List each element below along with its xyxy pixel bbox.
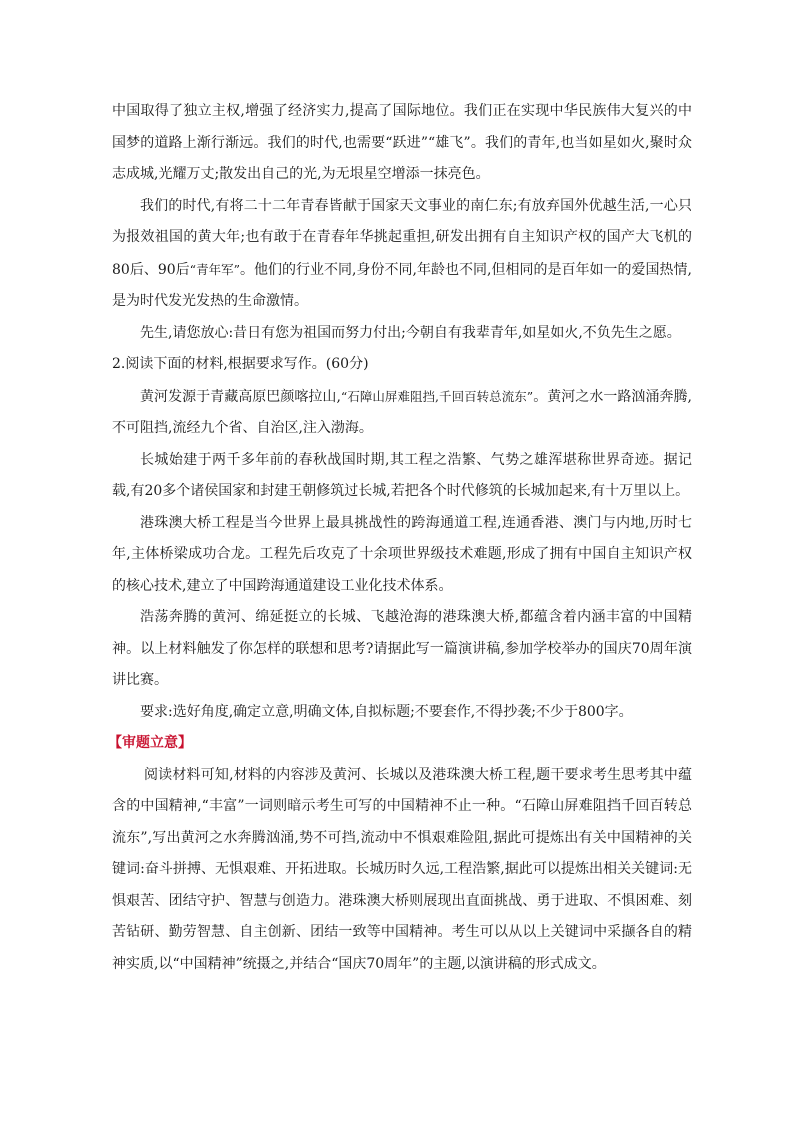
paragraph-era-text-b: 。他们的行业不同,身份不同,年龄也不同,但相同的是百年如一的爱国热情,是为时代发光发热的生命激情。 bbox=[112, 261, 692, 309]
question-title: 2.阅读下面的材料,根据要求写作。(60分) bbox=[112, 356, 369, 372]
quote-poem: “石障山屏难阻挡,千回百转总流东” bbox=[340, 388, 534, 404]
paragraph-era-text-a: 我们的时代,有将二十二年青春皆献于国家天文事业的南仁东;有放弃国外优越生活,一心只为报效祖国的黄大年;也有敢于在青春年华挑起重担,研发出拥有自主知识产权的国产大飞机的80后、90后 bbox=[112, 197, 692, 278]
writing-requirements: 要求:选好角度,确定立意,明确文体,自拟标题;不要套作,不得抄袭;不少于800字。 bbox=[140, 703, 633, 720]
analysis-paragraph: 阅读材料可知,材料的内容涉及黄河、长城以及港珠澳大桥工程,题干要求考生思考其中蕴含的中国精神,“丰富”一词则暗示考生可写的中国精神不止一种。“石障山屏难阻挡千回百转总流东”,写出黄河之水奔腾汹涌,势不可挡,流动中不惧艰难险阻,据此可提炼出有关中国精神的关键词:奋斗拼搏、无惧艰难、开拓进取。长城历时久远,工程浩繁,据此可以提炼出相关关键词:无惧艰苦、团结守护、智慧与创造力。港珠澳大桥则展现出直面挑战、勇于进取、不惧困难、刻苦钻研、勤劳智慧、自主创新、团结一致等中国精神。考生可以从以上关键词中采撷各自的精神实质,以“中国精神”统摄之,并结合“国庆70周年”的主题,以演讲稿的形式成文。 bbox=[112, 766, 692, 972]
document-page bbox=[108, 96, 693, 980]
material-yellow-river bbox=[112, 381, 692, 445]
material-bridge: 港珠澳大桥工程是当今世界上最具挑战性的跨海通道工程,连通香港、澳门与内地,历时七年,主体桥梁成功合龙。工程先后攻克了十余项世界级技术难题,形成了拥有中国自主知识产权的核心技术,建立了中国跨海通道建设工业化技术体系。 bbox=[112, 514, 692, 594]
material-yellow-river-a: 黄河发源于青藏高原巴颜喀拉山, bbox=[140, 388, 341, 405]
material-yellow-river-b: 。黄河之水一路汹涌奔腾,不可阻挡,流经九个省、自治区,注入渤海。 bbox=[112, 388, 693, 436]
section-heading: 【审题立意】 bbox=[108, 735, 192, 751]
quote-youth-army: “青年军” bbox=[189, 261, 240, 277]
paragraph-era bbox=[112, 191, 692, 318]
material-great-wall: 长城始建于两千多年前的春秋战国时期,其工程之浩繁、气势之雄浑堪称世界奇迹。据记载,有20多个诸侯国家和封建王朝修筑过长城,若把各个时代修筑的长城加起来,有十万里以上。 bbox=[112, 451, 692, 499]
paragraph-closing: 先生,请您放心:昔日有您为祖国而努力付出;今朝自有我辈青年,如星如火,不负先生之愿。 bbox=[140, 324, 681, 341]
material-summary: 浩荡奔腾的黄河、绵延挺立的长城、飞越沧海的港珠澳大桥,都蕴含着内涵丰富的中国精神。以上材料触发了你怎样的联想和思考?请据此写一篇演讲稿,参加学校举办的国庆70周年演讲比赛。 bbox=[112, 609, 692, 688]
paragraph-continuation: 中国取得了独立主权,增强了经济实力,提高了国际地位。我们正在实现中华民族伟大复兴的中国梦的道路上渐行渐远。我们的时代,也需要“跃进”“雄飞”。我们的青年,也当如星如火,聚时众志成城,光耀万丈;散发出自己的光,为无垠星空增添一抹亮色。 bbox=[112, 103, 692, 182]
